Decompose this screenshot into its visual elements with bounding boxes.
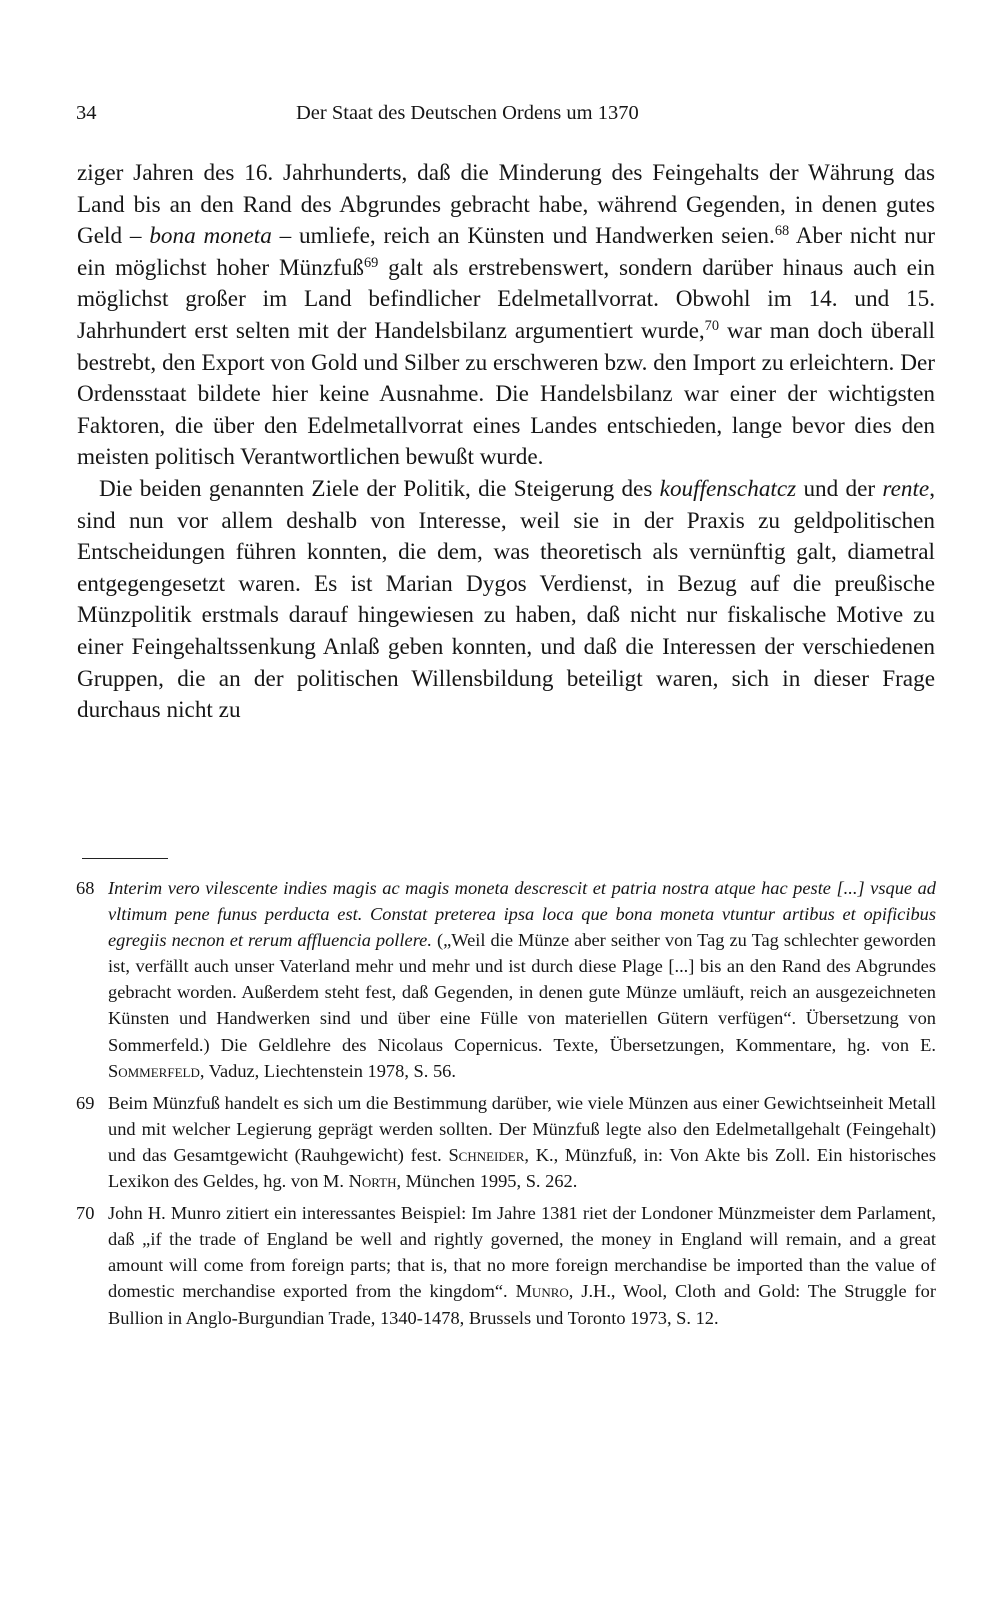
footnote-ref-69: 69 [363,254,379,271]
footnote-69: 69 Beim Münzfuß handelt es sich um die Bestimmung darüber, wie viele Münzen aus einer Gewichtseinheit Metall und mit welcher Legierung geprägt werden sollten. Der Münzfuß legte also den Edelmetallgehalt (Feingehalt) und das Gesamtgewicht (Rauhgewicht) fest. Schneider, K., Münzfuß, in: Von Akte bis Zoll. Ein historisches Lexikon des Geldes, hg. von M. North, München 1995, S. 262. [76,1090,936,1194]
footnote-ref-70: 70 [704,318,720,335]
footnote-70: 70 John H. Munro zitiert ein interessantes Beispiel: Im Jahre 1381 riet der Londoner Münzmeister dem Parlament, daß „if the trade of England be well and rightly governed, the money in England will remain, and a great amount will come from foreign parts; that is, that no more foreign merchandise be imported than the value of domestic merchandise exported from the kingdom“. Munro, J.H., Wool, Cloth and Gold: The Struggle for Bullion in Anglo-Burgundian Trade, 1340-1478, Brussels und Toronto 1973, S. 12. [76,1200,936,1330]
footnote-ref-68: 68 [774,223,790,240]
main-text [77,158,935,727]
page-number: 34 [76,102,97,124]
footnote-separator [82,858,168,859]
page-header [76,102,936,132]
footnote-number: 70 [76,1203,95,1224]
footnote-number: 68 [76,878,95,898]
running-title: Der Staat des Deutschen Ordens um 1370 [296,102,639,124]
footnotes [76,875,936,1337]
footnote-68: 68 Interim vero vilescente indies magis ac magis moneta descrescit et patria nostra atque hac peste [...] vsque ad vltimum pene funus perducta est. Constat preterea ipsa loca que bona moneta vtuntur artibus et opificibus egregiis necnon et rerum affluencia pollere. („Weil die Münze aber seither von Tag zu Tag schlechter geworden ist, verfällt auch unser Vaterland mehr und mehr und ist durch diese Plage [...] bis an den Rand des Abgrundes gebracht worden. Außerdem steht fest, daß Gegenden, in denen gute Münze umläuft, reich an ausgezeichneten Künsten und Handwerken sind und über eine Fülle von materiellen Gütern verfügen“. Übersetzung von Sommerfeld.) Die Geldlehre des Nicolaus Copernicus. Texte, Übersetzungen, Kommentare, hg. von E. Sommerfeld, Vaduz, Liechtenstein 1978, S. 56. [76,875,936,1084]
paragraph-1: ziger Jahren des 16. Jahrhunderts, daß die Minderung des Feingehalts der Währung das Land bis an den Rand des Abgrundes gebracht habe, während Gegenden, in denen gutes Geld – bona moneta – umliefe, reich an Künsten und Handwerken seien.$^{68}$ Aber nicht nur ein möglichst hoher Münzfuß$^{69}$ galt als erstrebenswert, sondern darüber hinaus auch ein möglichst großer im Land befindlicher Edelmetallvorrat. Obwohl im 14. und 15. Jahrhundert erst selten mit der Handelsbilanz argumentiert wurde,$^{70}$ war man doch überall bestrebt, den Export von Gold und Silber zu erschweren bzw. den Import zu erleichtern. Der Ordensstaat bildete hier keine Ausnahme. Die Handelsbilanz war einer der wichtigsten Faktoren, die über den Edelmetallvorrat eines Landes entschieden, lange bevor dies den meisten politisch Verantwortlichen bewußt wurde. [77,160,936,471]
footnote-number: 69 [76,1092,95,1113]
paragraph-2: Die beiden genannten Ziele der Politik, die Steigerung des kouffenschatcz und der rente, sind nun vor allem deshalb von Interesse, weil sie in der Praxis zu geldpolitischen Entscheidungen führen konnten, die dem, was theoretisch als vernünftig galt, diametral entgegengesetzt waren. Es ist Marian Dygos Verdienst, in Bezug auf die preußische Münzpolitik erstmals darauf hingewiesen zu haben, daß nicht nur fiskalische Motive zu einer Feingehaltssenkung Anlaß geben konnten, und daß die Interessen der verschiedenen Gruppen, die an der politischen Willensbildung beteiligt waren, sich in dieser Frage durchaus nicht zu [77,475,935,724]
latin-quote: Interim vero vilescente indies magis ac magis moneta descrescit et patria nostra atque hac peste [...] vsque ad vltimum pene funus perducta est. Constat preterea ipsa loca que bona moneta vtuntur artibus et opificibus egregiis necnon et rerum affluencia pollere. [108,878,936,951]
